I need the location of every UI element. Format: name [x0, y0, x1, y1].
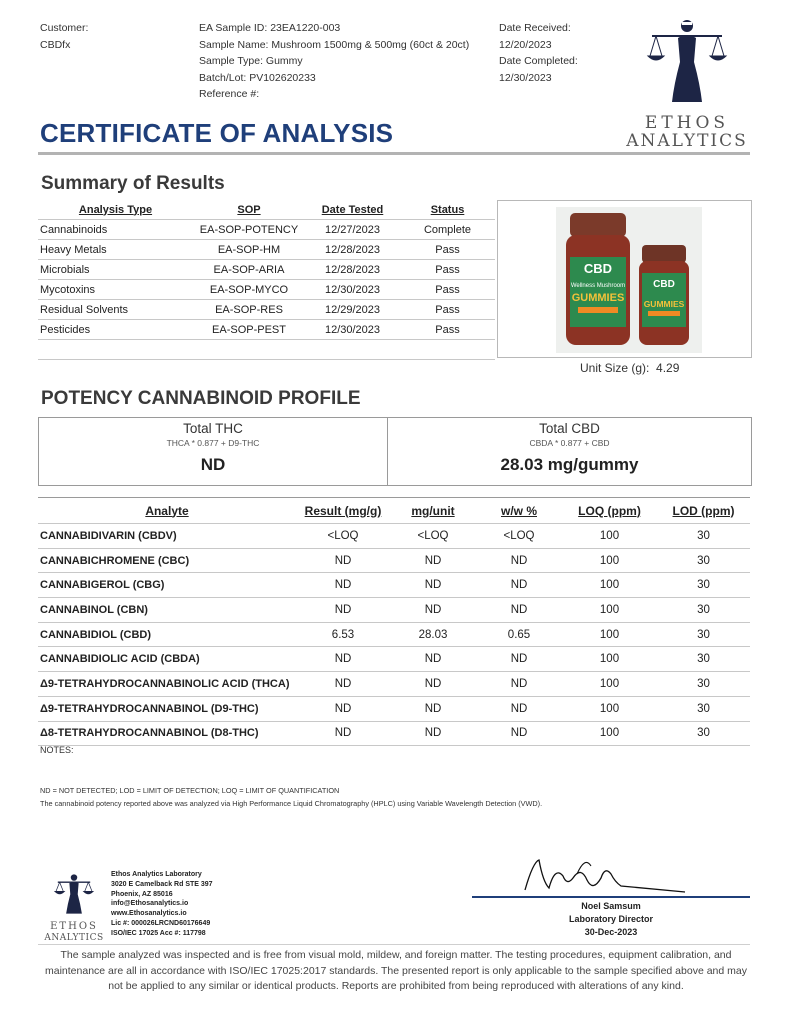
col-date-tested: Date Tested: [321, 203, 384, 216]
lab-website: www.Ethosanalytics.io: [111, 910, 187, 918]
col-analyte: Analyte: [38, 498, 296, 524]
table-row: [38, 240, 495, 260]
sop: EA-SOP-POTENCY: [193, 220, 305, 240]
ww: ND: [476, 672, 562, 697]
col-ww: w/w %: [476, 498, 562, 524]
signatory-block: [472, 900, 750, 939]
lab-accreditation: ISO/IEC 17025 Acc #: 117798: [111, 929, 206, 937]
analyte-table: [38, 497, 750, 746]
table-row: [38, 548, 750, 573]
lady-justice-small-icon: [38, 872, 110, 916]
result: 6.53: [296, 622, 390, 647]
loq: 100: [562, 573, 657, 598]
table-row: [38, 721, 750, 746]
small-jar-brand: CBD: [653, 279, 675, 290]
ww: ND: [476, 598, 562, 623]
summary-heading: Summary of Results: [41, 173, 225, 194]
lab-license: Lic #: 000026LRCND60176649: [111, 919, 211, 927]
product-photo: [497, 200, 752, 358]
lady-justice-icon: [622, 14, 752, 109]
col-status: Status: [430, 203, 465, 216]
date-received-label: Date Received:: [499, 22, 571, 34]
sample-block: [199, 20, 469, 103]
analyte-name: Δ8-TETRAHYDROCANNABINOL (D8-THC): [38, 721, 296, 746]
notes-method: The cannabinoid potency reported above was analyzed via High Performance Liquid Chromatography (HPLC) using Variable Wavelength Detection (VWD).: [40, 799, 543, 808]
status: Pass: [400, 280, 495, 300]
loq: 100: [562, 622, 657, 647]
date-received: 12/20/2023: [499, 38, 552, 51]
sample-name: Sample Name: Mushroom 1500mg & 500mg (60ct & 20ct): [199, 38, 470, 51]
sample-type: Sample Type: Gummy: [199, 55, 303, 67]
lab-logo: [38, 872, 110, 942]
analyte-name: CANNABIDIOLIC ACID (CBDA): [38, 647, 296, 672]
analysis-type: Microbials: [38, 260, 193, 280]
notes-label: NOTES:: [40, 745, 74, 755]
signature-date: 30-Dec-2023: [584, 927, 638, 937]
table-row: [38, 524, 750, 549]
lod: 30: [657, 524, 750, 549]
mg-unit: ND: [390, 598, 476, 623]
sop: EA-SOP-RES: [193, 300, 305, 320]
date-tested: 12/30/2023: [305, 280, 400, 300]
total-thc-cell: [39, 418, 387, 485]
date-tested: 12/28/2023: [305, 260, 400, 280]
mg-unit: <LOQ: [390, 524, 476, 549]
sop: EA-SOP-HM: [193, 240, 305, 260]
col-sop: SOP: [237, 203, 261, 216]
lab-street: 3020 E Camelback Rd STE 397: [111, 880, 213, 888]
jar-kind: GUMMIES: [571, 292, 625, 304]
mg-unit: ND: [390, 721, 476, 746]
summary-header-row: [38, 200, 495, 220]
mg-unit: 28.03: [390, 622, 476, 647]
analyte-name: CANNABIDIOL (CBD): [38, 622, 296, 647]
customer-name: CBDfx: [40, 38, 71, 51]
signatory-role: Laboratory Director: [568, 914, 654, 924]
ww: ND: [476, 548, 562, 573]
total-thc-label: Total THC: [183, 421, 243, 436]
analysis-type: Cannabinoids: [38, 220, 193, 240]
loq: 100: [562, 647, 657, 672]
analyte-name: CANNABICHROMENE (CBC): [38, 548, 296, 573]
status: Pass: [400, 300, 495, 320]
lod: 30: [657, 598, 750, 623]
total-cbd-value: 28.03 mg/gummy: [500, 455, 639, 474]
lod: 30: [657, 672, 750, 697]
gummy-jars-image: [498, 201, 751, 357]
total-cbd-cell: [388, 418, 751, 485]
total-thc-formula: THCA * 0.877 + D9-THC: [166, 438, 260, 448]
lod: 30: [657, 696, 750, 721]
signature-line: [472, 896, 750, 898]
result: ND: [296, 696, 390, 721]
logo-word-analytics: ANALYTICS: [626, 131, 748, 151]
sop: EA-SOP-ARIA: [193, 260, 305, 280]
analyte-header-row: [38, 498, 750, 524]
status: Pass: [400, 320, 495, 340]
loq: 100: [562, 598, 657, 623]
lab-logo-analytics: ANALYTICS: [44, 933, 104, 943]
col-loq: LOQ (ppm): [562, 498, 657, 524]
analyte-name: CANNABINOL (CBN): [38, 598, 296, 623]
result: ND: [296, 647, 390, 672]
status: Pass: [400, 240, 495, 260]
date-tested: 12/29/2023: [305, 300, 400, 320]
mg-unit: ND: [390, 647, 476, 672]
jar-brand: CBD: [583, 261, 613, 276]
table-row: [38, 672, 750, 697]
ww: ND: [476, 721, 562, 746]
small-jar-kind: GUMMIES: [643, 299, 685, 309]
date-tested: 12/28/2023: [305, 240, 400, 260]
analysis-type: Mycotoxins: [38, 280, 193, 300]
status: Pass: [400, 260, 495, 280]
analyte-name: CANNABIDIVARIN (CBDV): [38, 524, 296, 549]
total-cbd-label: Total CBD: [539, 421, 600, 436]
table-row: [38, 300, 495, 320]
table-row: [38, 220, 495, 240]
customer-block: [40, 20, 88, 53]
mg-unit: ND: [390, 696, 476, 721]
analysis-type: Residual Solvents: [38, 300, 193, 320]
sample-id: EA Sample ID: 23EA1220-003: [199, 22, 341, 34]
analyte-name: Δ9-TETRAHYDROCANNABINOLIC ACID (THCA): [38, 672, 296, 697]
loq: 100: [562, 721, 657, 746]
col-result: Result (mg/g): [296, 498, 390, 524]
reference: Reference #:: [199, 88, 260, 100]
lod: 30: [657, 622, 750, 647]
lab-city: Phoenix, AZ 85016: [111, 890, 173, 898]
unit-size: Unit Size (g): 4.29: [580, 361, 680, 375]
notes-definitions: ND = NOT DETECTED; LOD = LIMIT OF DETECTION; LOQ = LIMIT OF QUANTIFICATION: [40, 786, 340, 795]
table-row: [38, 598, 750, 623]
loq: 100: [562, 696, 657, 721]
date-completed: 12/30/2023: [499, 71, 552, 84]
customer-label: Customer:: [40, 22, 89, 34]
summary-table: [38, 200, 495, 360]
dates-block: [499, 20, 578, 86]
result: ND: [296, 672, 390, 697]
col-mg-unit: mg/unit: [390, 498, 476, 524]
table-row: [38, 320, 495, 340]
table-row: [38, 647, 750, 672]
analysis-type: Pesticides: [38, 320, 193, 340]
ww: <LOQ: [476, 524, 562, 549]
page-title: CERTIFICATE OF ANALYSIS: [40, 118, 394, 148]
jar-line: Wellness Mushroom: [570, 283, 626, 289]
ww: 0.65: [476, 622, 562, 647]
batch-lot: Batch/Lot: PV102620233: [199, 71, 316, 84]
lab-email: info@Ethosanalytics.io: [111, 900, 189, 908]
signatory-name: Noel Samsum: [581, 901, 641, 911]
logo-word-ethos: ETHOS: [644, 113, 730, 133]
total-cbd-formula: CBDA * 0.877 + CBD: [529, 438, 610, 448]
footer-disclaimer: The sample analyzed was inspected and is free from visual mold, mildew, and foreign matter. The testing procedures, equipment calibration, and maintenance are all in accordance with ISO/IEC 17025:2017 standards. The presented report is only applicable to the sample specified above and may not be applied to any similar or identical products. Reports are prohibited from being reproduced with alterations of any kind.: [45, 949, 747, 992]
date-tested: 12/30/2023: [305, 320, 400, 340]
handwritten-signature: [515, 852, 695, 898]
table-row: [38, 260, 495, 280]
lod: 30: [657, 647, 750, 672]
ww: ND: [476, 573, 562, 598]
col-analysis-type: Analysis Type: [78, 203, 153, 216]
analysis-type: Heavy Metals: [38, 240, 193, 260]
lab-logo-ethos: ETHOS: [50, 921, 98, 932]
lod: 30: [657, 721, 750, 746]
sop: EA-SOP-PEST: [193, 320, 305, 340]
total-thc-value: ND: [200, 455, 226, 474]
potency-heading: POTENCY CANNABINOID PROFILE: [41, 388, 361, 409]
table-row: [38, 280, 495, 300]
result: ND: [296, 598, 390, 623]
table-row: [38, 573, 750, 598]
mg-unit: ND: [390, 672, 476, 697]
loq: 100: [562, 672, 657, 697]
result: ND: [296, 573, 390, 598]
analyte-name: CANNABIGEROL (CBG): [38, 573, 296, 598]
result: ND: [296, 721, 390, 746]
loq: 100: [562, 548, 657, 573]
mg-unit: ND: [390, 573, 476, 598]
potency-summary-box: [38, 417, 752, 486]
table-row: [38, 622, 750, 647]
footer-divider: [38, 944, 750, 945]
loq: 100: [562, 524, 657, 549]
date-completed-label: Date Completed:: [499, 55, 578, 67]
ww: ND: [476, 647, 562, 672]
result: <LOQ: [296, 524, 390, 549]
lab-name: Ethos Analytics Laboratory: [111, 871, 202, 878]
mg-unit: ND: [390, 548, 476, 573]
date-tested: 12/27/2023: [305, 220, 400, 240]
col-lod: LOD (ppm): [657, 498, 750, 524]
lod: 30: [657, 548, 750, 573]
result: ND: [296, 548, 390, 573]
lab-address: [111, 870, 213, 939]
sop: EA-SOP-MYCO: [193, 280, 305, 300]
ww: ND: [476, 696, 562, 721]
status: Complete: [400, 220, 495, 240]
lod: 30: [657, 573, 750, 598]
title-divider: [38, 152, 750, 155]
table-row-empty: [38, 340, 495, 360]
table-row: [38, 696, 750, 721]
analyte-name: Δ9-TETRAHYDROCANNABINOL (D9-THC): [38, 696, 296, 721]
ethos-logo: [622, 14, 752, 149]
